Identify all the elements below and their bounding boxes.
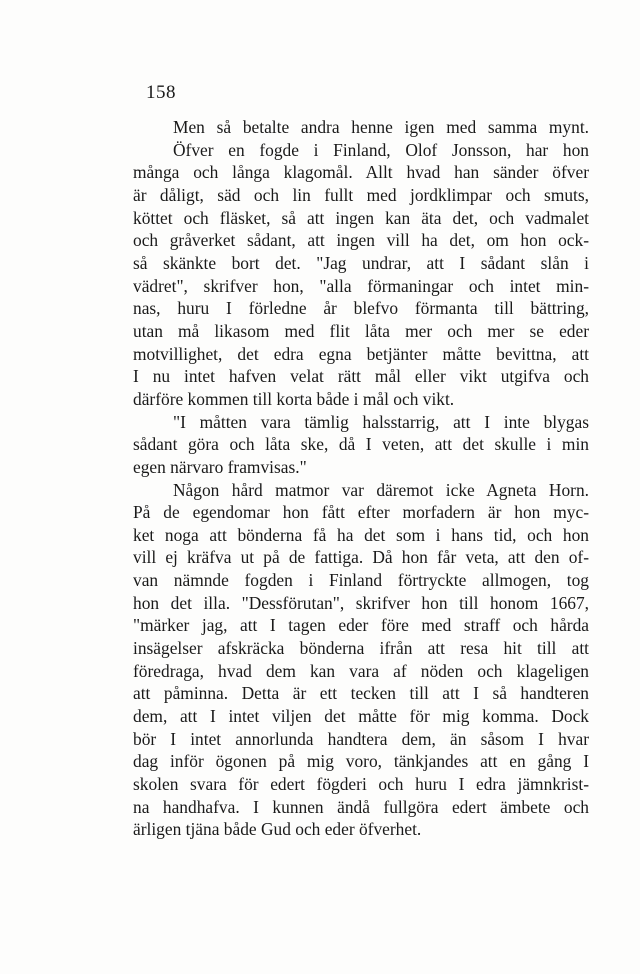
text-line: egen närvaro framvisas." <box>133 456 307 477</box>
text-line: na handhafva. I kunnen ändå fullgöra edert ämbete och <box>133 796 589 817</box>
text-line: bör I intet annorlunda handtera dem, än såsom I hvar <box>133 728 589 749</box>
text-line: är dåligt, säd och lin fullt med jordklimpar och smuts, <box>133 184 589 205</box>
text-line: köttet och fläsket, så att ingen kan äta det, och vadmalet <box>133 207 589 228</box>
text-line: Öfver en fogde i Finland, Olof Jonsson, har hon <box>173 139 589 160</box>
text-line: ket noga att bönderna få ha det som i hans tid, och hon <box>133 524 589 545</box>
text-line: dag inför ögonen på mig voro, tänkjandes att en gång I <box>133 751 589 772</box>
page-number: 158 <box>146 82 176 103</box>
text-line: "märker jag, att I tagen eder före med straff och hårda <box>133 615 589 636</box>
text-line: hon det illa. "Dessförutan", skrifver hon till honom 1667, <box>133 592 589 613</box>
text-line: föredraga, hvad dem kan vara af nöden och klageligen <box>133 660 589 681</box>
text-line: att påminna. Detta är ett tecken till att I så handteren <box>133 683 589 704</box>
text-line: "I måtten vara tämlig halsstarrig, att I inte blygas <box>173 411 589 432</box>
text-line: skolen svara för edert fögderi och huru I edra jämnkrist- <box>133 774 589 795</box>
text-line: så skänkte bort det. "Jag undrar, att I sådant slån i <box>133 252 589 273</box>
text-line: vill ej kräfva ut på de fattiga. Då hon får veta, att den of- <box>133 547 589 568</box>
text-line: På de egendomar hon fått efter morfadern är hon myc- <box>133 502 589 523</box>
text-line: utan må likasom med flit låta mer och mer se eder <box>133 320 589 341</box>
text-line: nas, huru I förledne år blefvo förmanta till bättring, <box>133 298 589 319</box>
text-line: insägelser afskräcka bönderna ifrån att resa hit till att <box>133 638 589 659</box>
text-line: och gråverket sådant, att ingen vill ha det, om hon ock- <box>133 230 589 251</box>
text-line: Någon hård matmor var däremot icke Agneta Horn. <box>173 479 589 500</box>
body-text <box>133 116 589 841</box>
text-line: därföre kommen till korta både i mål och vikt. <box>133 388 455 409</box>
text-line: Men så betalte andra henne igen med samma mynt. <box>173 117 589 137</box>
text-line: dem, att I intet viljen det måtte för mig komma. Dock <box>133 706 589 727</box>
text-line: vädret", skrifver hon, "alla förmaningar och intet min- <box>133 275 589 296</box>
text-line: många och långa klagomål. Allt hvad han sänder öfver <box>133 162 589 183</box>
text-line: van nämnde fogden i Finland förtryckte allmogen, tog <box>133 570 589 591</box>
text-line: sådant göra och låta ske, då I veten, att det skulle i min <box>133 434 589 455</box>
text-line: I nu intet hafven velat rätt mål eller vikt utgifva och <box>133 366 589 387</box>
text-line: ärligen tjäna både Gud och eder öfverhet. <box>133 819 422 840</box>
text-line: motvillighet, det edra egna betjänter måtte bevittna, att <box>133 343 589 364</box>
